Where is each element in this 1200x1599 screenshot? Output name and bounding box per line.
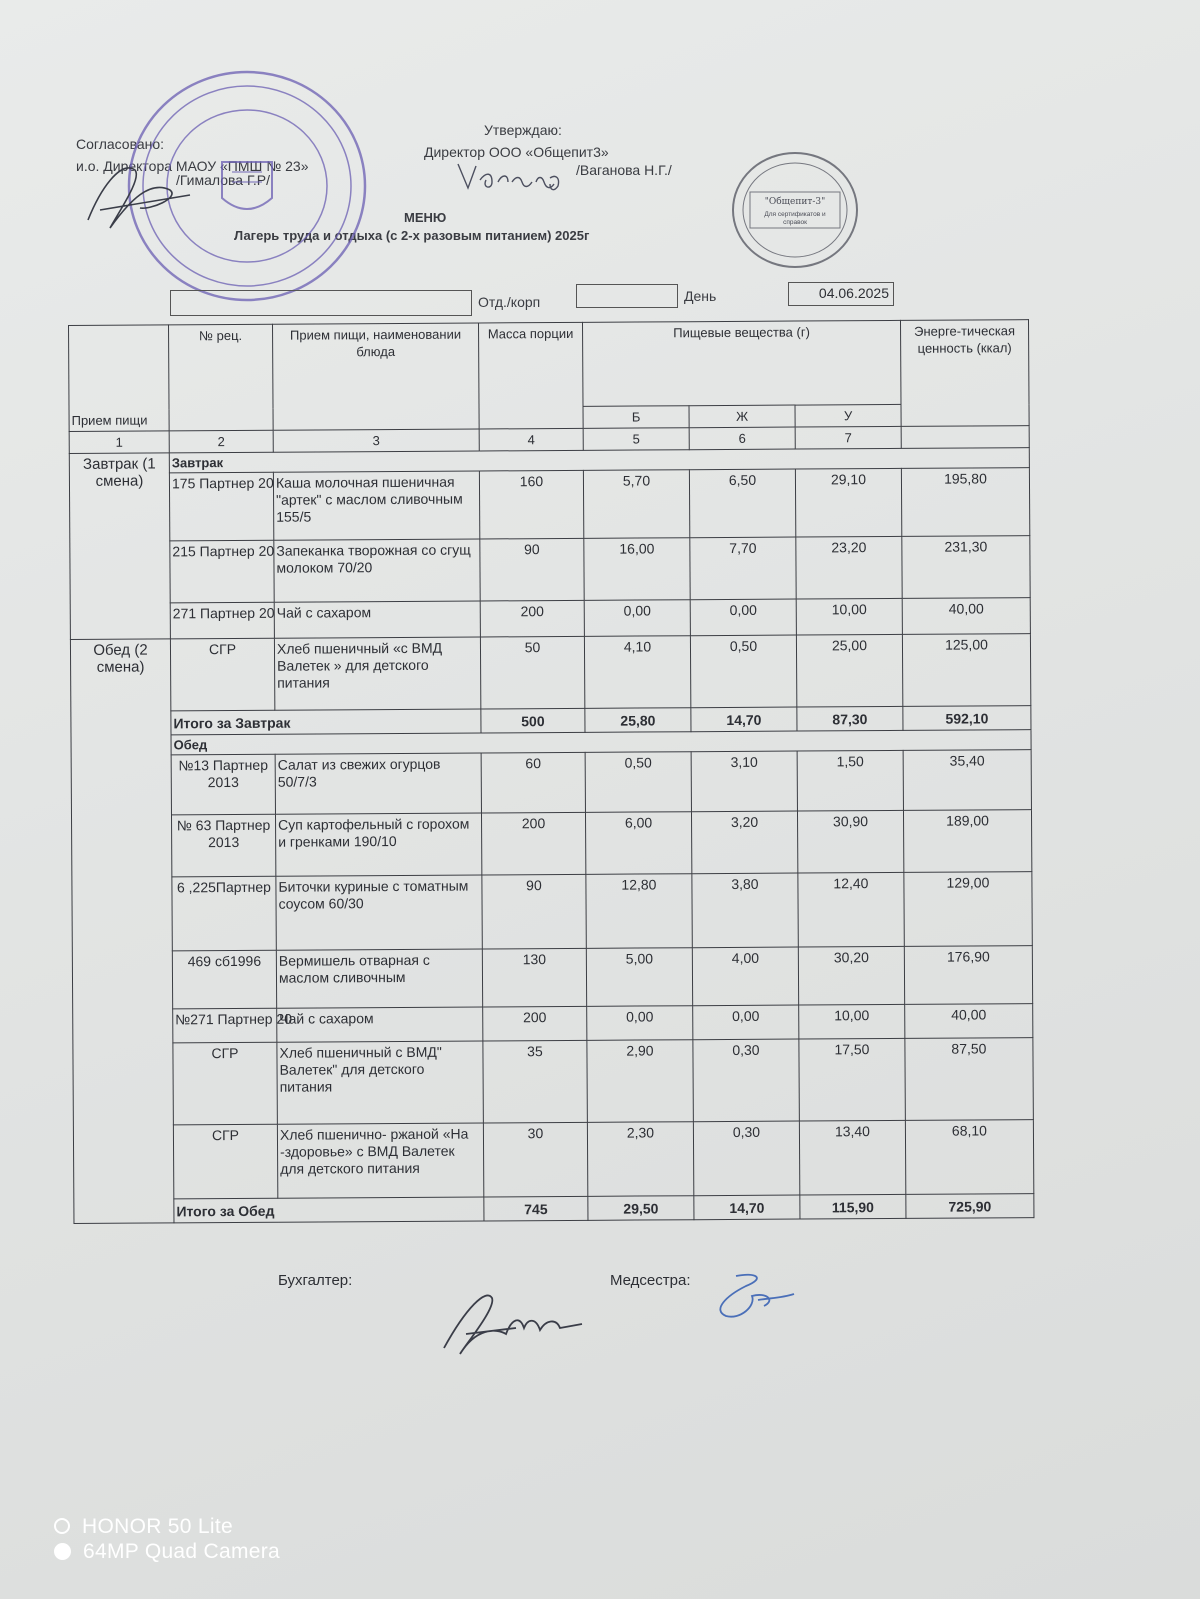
protein-value: 2,90 bbox=[587, 1040, 693, 1123]
dish-name: Биточки куриные с томатным соусом 60/30 bbox=[276, 875, 482, 950]
carb-value: 1,50 bbox=[797, 750, 903, 811]
total-energy: 725,90 bbox=[906, 1194, 1034, 1219]
col-number: 4 bbox=[479, 428, 583, 451]
total-carb: 87,30 bbox=[797, 706, 903, 731]
col-header-mass: Масса порции bbox=[478, 322, 583, 429]
day-label: День bbox=[684, 288, 717, 304]
table-row bbox=[70, 598, 1030, 640]
table-row bbox=[72, 872, 1032, 952]
dish-name: Чай с сахаром bbox=[274, 601, 480, 638]
table-row bbox=[69, 468, 1029, 542]
table-row bbox=[70, 634, 1030, 712]
protein-value: 5,70 bbox=[583, 470, 689, 539]
recipe-code: 469 сб1996 bbox=[172, 950, 276, 1009]
recipe-code: СГР bbox=[173, 1042, 277, 1125]
dish-name: Вермишель отварная с маслом сливочным bbox=[276, 949, 482, 1008]
portion-mass: 90 bbox=[480, 538, 584, 601]
director-signature bbox=[80, 150, 210, 240]
ring-icon bbox=[54, 1518, 70, 1534]
camera-watermark-line1 bbox=[54, 1515, 233, 1539]
table-row bbox=[73, 1038, 1033, 1126]
doc-subtitle: Лагерь труда и отдыха (с 2-х разовым питанием) 2025г bbox=[234, 228, 590, 243]
fat-value: 3,10 bbox=[691, 751, 797, 812]
agreed-name: /Гималова Г.Р/ bbox=[176, 172, 270, 188]
protein-value: 4,10 bbox=[584, 636, 690, 709]
energy-value: 40,00 bbox=[905, 1004, 1033, 1039]
table-row bbox=[72, 946, 1032, 1010]
camera-model: HONOR 50 Lite bbox=[82, 1515, 233, 1538]
carb-value: 25,00 bbox=[796, 634, 902, 707]
col-header-energy: Энерге-тическая ценность (ккал) bbox=[900, 320, 1029, 427]
protein-value: 0,00 bbox=[587, 1006, 693, 1041]
dot-icon bbox=[54, 1543, 71, 1560]
dish-name: Суп картофельный с горохом и гренками 190/10 bbox=[275, 813, 481, 876]
energy-value: 231,30 bbox=[902, 536, 1030, 599]
protein-value: 5,00 bbox=[586, 948, 692, 1007]
total-mass: 500 bbox=[481, 708, 585, 733]
energy-value: 40,00 bbox=[902, 598, 1030, 635]
energy-value: 35,40 bbox=[903, 750, 1031, 811]
energy-value: 129,00 bbox=[904, 872, 1032, 947]
portion-mass: 160 bbox=[479, 470, 583, 539]
accountant-signature bbox=[436, 1288, 586, 1368]
fat-value: 0,30 bbox=[693, 1039, 799, 1122]
portion-mass: 50 bbox=[480, 636, 584, 709]
recipe-code: 175 Партнер 20 bbox=[169, 472, 273, 541]
dish-name: Хлеб пшеничный «с ВМД Валетек » для детского питания bbox=[274, 637, 480, 710]
col-header-b: Б bbox=[583, 406, 689, 429]
dish-name: Хлеб пшенично- ржаной «На -здоровье» с ВМД Валетек для детского питания bbox=[277, 1123, 483, 1198]
protein-value: 2,30 bbox=[587, 1122, 693, 1197]
company-stamp-title: "Общепит-3" bbox=[764, 197, 826, 207]
portion-mass: 30 bbox=[483, 1122, 587, 1197]
table-row bbox=[71, 810, 1031, 878]
energy-value: 68,10 bbox=[905, 1120, 1033, 1195]
fat-value: 0,50 bbox=[690, 635, 796, 708]
energy-value: 189,00 bbox=[903, 810, 1031, 873]
approve-label: Утверждаю: bbox=[484, 122, 562, 138]
portion-mass: 35 bbox=[483, 1040, 587, 1123]
total-protein: 29,50 bbox=[588, 1196, 694, 1221]
col-number: 2 bbox=[169, 430, 273, 453]
camera-spec: 64MP Quad Camera bbox=[83, 1540, 281, 1563]
total-carb: 115,90 bbox=[800, 1194, 906, 1219]
agreed-label: Согласовано: bbox=[76, 136, 165, 152]
recipe-code: СГР bbox=[173, 1124, 277, 1199]
portion-mass: 60 bbox=[481, 752, 585, 813]
recipe-code: №13 Партнер 2013 bbox=[171, 754, 275, 815]
menu-table bbox=[68, 319, 1034, 1224]
fat-value: 0,00 bbox=[693, 1005, 799, 1040]
header-row-1 bbox=[69, 320, 1029, 410]
protein-value: 6,00 bbox=[585, 812, 691, 875]
dish-name: Чай с сахаром bbox=[277, 1007, 483, 1042]
col-header-nutrients: Пищевые вещества (г) bbox=[582, 320, 901, 406]
col-header-u: У bbox=[795, 404, 901, 427]
table-row bbox=[71, 750, 1031, 816]
col-number: 1 bbox=[69, 431, 169, 454]
total-row-lunch bbox=[74, 1194, 1034, 1224]
total-label: Итого за Завтрак bbox=[171, 709, 481, 735]
portion-mass: 130 bbox=[482, 948, 586, 1007]
protein-value: 16,00 bbox=[584, 538, 690, 601]
carb-value: 10,00 bbox=[796, 598, 902, 635]
meal-label-lunch: Обед (2 смена) bbox=[70, 639, 174, 1224]
carb-value: 17,50 bbox=[799, 1038, 905, 1121]
fat-value: 3,20 bbox=[691, 811, 797, 874]
date-field bbox=[788, 282, 894, 306]
col-number: 3 bbox=[273, 429, 479, 452]
protein-value: 0,00 bbox=[584, 600, 690, 637]
protein-value: 12,80 bbox=[586, 874, 692, 949]
col-header-zh: Ж bbox=[689, 405, 795, 428]
col-number: 5 bbox=[583, 428, 689, 451]
total-energy: 592,10 bbox=[903, 706, 1031, 731]
dish-name: Салат из свежих огурцов 50/7/3 bbox=[275, 753, 481, 814]
carb-value: 29,10 bbox=[795, 468, 901, 537]
section-label-lunch: Обед bbox=[171, 730, 1031, 755]
carb-value: 12,40 bbox=[798, 872, 904, 947]
carb-value: 30,20 bbox=[798, 946, 904, 1005]
energy-value: 87,50 bbox=[905, 1038, 1033, 1121]
total-fat: 14,70 bbox=[691, 707, 797, 732]
carb-value: 23,20 bbox=[796, 536, 902, 599]
recipe-code: СГР bbox=[170, 638, 274, 711]
fat-value: 4,00 bbox=[692, 947, 798, 1006]
dish-name: Хлеб пшеничный с ВМД" Валетек" для детского питания bbox=[277, 1041, 483, 1124]
fat-value: 0,30 bbox=[693, 1121, 799, 1196]
col-number: 6 bbox=[689, 427, 795, 450]
agreed-position: и.о. Директора МАОУ «ПМШ № 23» bbox=[76, 158, 309, 174]
recipe-code: 6 ,225Партнер bbox=[172, 876, 276, 951]
portion-mass: 200 bbox=[480, 600, 584, 637]
table-row bbox=[70, 536, 1030, 604]
recipe-code bbox=[173, 1008, 293, 1043]
approve-position: Директор ООО «Общепит3» bbox=[424, 144, 609, 160]
approve-name: /Ваганова Н.Г./ bbox=[576, 162, 672, 178]
fat-value: 7,70 bbox=[690, 537, 796, 600]
date-value: 04.06.2025 bbox=[818, 285, 889, 301]
dish-name: Каша молочная пшеничная "артек" с маслом сливочным 155/5 bbox=[273, 471, 479, 540]
energy-value: 125,00 bbox=[902, 634, 1030, 707]
protein-value: 0,50 bbox=[585, 752, 691, 813]
col-header-rec: № рец. bbox=[169, 324, 274, 431]
accountant-label: Бухгалтер: bbox=[278, 1272, 353, 1289]
recipe-prefix: № bbox=[175, 1011, 191, 1028]
col-header-dish: Прием пищи, наименовании блюда bbox=[272, 323, 479, 430]
carb-value: 30,90 bbox=[797, 810, 903, 873]
portion-mass: 200 bbox=[481, 812, 585, 875]
nurse-signature bbox=[706, 1270, 806, 1326]
meal-label-breakfast: Завтрак (1 смена) bbox=[69, 453, 170, 640]
col-header-meal: Прием пищи bbox=[69, 325, 170, 432]
approve-signature bbox=[454, 158, 574, 198]
department-input-box bbox=[170, 290, 472, 316]
fat-value: 0,00 bbox=[690, 599, 796, 636]
total-protein: 25,80 bbox=[585, 708, 691, 733]
nurse-label: Медсестра: bbox=[610, 1272, 691, 1289]
table-row bbox=[73, 1120, 1033, 1200]
camera-watermark-line2 bbox=[54, 1540, 280, 1564]
fat-value: 6,50 bbox=[689, 469, 795, 538]
section-label-breakfast: Завтрак bbox=[169, 448, 1029, 473]
recipe-code-text: 271 Партнер 20 bbox=[190, 1010, 293, 1028]
energy-value: 176,90 bbox=[904, 946, 1032, 1005]
carb-value: 13,40 bbox=[799, 1120, 905, 1195]
dept-label: Отд./корп bbox=[478, 294, 541, 310]
carb-value: 10,00 bbox=[799, 1004, 905, 1039]
fat-value: 3,80 bbox=[692, 873, 798, 948]
company-stamp bbox=[730, 150, 860, 270]
portion-mass: 200 bbox=[483, 1006, 587, 1041]
recipe-code: № 63 Партнер 2013 bbox=[171, 814, 275, 877]
dish-name: Запеканка творожная со сгущ молоком 70/20 bbox=[274, 539, 480, 602]
recipe-code: 215 Партнер 20 bbox=[170, 540, 274, 603]
energy-value: 195,80 bbox=[901, 468, 1029, 537]
company-stamp-sub: Для сертификатов и справок bbox=[764, 211, 826, 226]
day-input-box bbox=[576, 284, 678, 308]
col-number: 7 bbox=[795, 426, 901, 449]
recipe-code: 271 Партнер 20 bbox=[170, 602, 274, 639]
portion-mass: 90 bbox=[482, 874, 586, 949]
total-fat: 14,70 bbox=[694, 1195, 800, 1220]
total-label: Итого за Обед bbox=[174, 1197, 484, 1223]
doc-title: МЕНЮ bbox=[404, 210, 447, 225]
total-mass: 745 bbox=[484, 1196, 588, 1221]
